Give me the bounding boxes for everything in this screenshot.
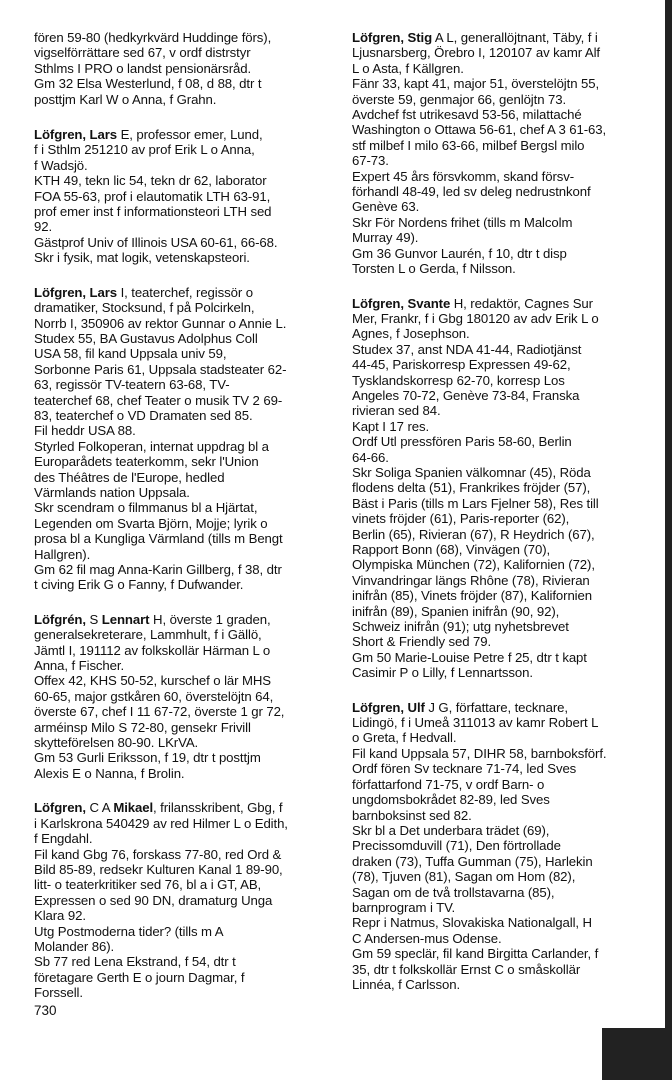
entry-text-line: Skr bl a Det underbara trädet (69), xyxy=(352,822,550,838)
entry-text-line: posttjm Karl W o Anna, f Grahn. xyxy=(34,91,217,107)
entry-text-line: Gm 50 Marie-Louise Petre f 25, dtr t kapt xyxy=(352,649,587,665)
entry-text-line: Fänr 33, kapt 41, major 51, överstelöjtn 55, xyxy=(352,76,600,92)
entry-text-line: Värmlands nation Uppsala. xyxy=(34,484,190,500)
entry-text-line: Alexis E o Nanna, f Brolin. xyxy=(34,765,185,781)
entry-text-line: Gm 32 Elsa Westerlund, f 08, d 88, dtr t xyxy=(34,76,262,92)
entry-text-line: Rapport Bonn (68), Vinvägen (70), xyxy=(352,542,551,557)
entry-text-line: Schweiz inifrån (91); utg nyhetsbrevet xyxy=(352,619,569,635)
entry-text-line: Skr scendram o filmmanus bl a Hjärtat, xyxy=(34,500,258,516)
entry-text-line: Jämtl I, 191112 av folkskollär Härman L o xyxy=(34,642,271,658)
entry-continuation xyxy=(34,30,332,107)
entry-heading-rest: E, professor emer, Lund, xyxy=(117,127,263,143)
entry-text-line: prof emer inst f informationsteori LTH sed xyxy=(34,204,272,220)
entry-text-line: Studex 37, anst NDA 41-44, Radiotjänst xyxy=(352,341,582,357)
entry-text-line: Tysklandskorresp 62-70, korresp Los xyxy=(352,372,565,388)
entry-heading-line xyxy=(34,612,332,627)
biography-entry xyxy=(34,285,332,593)
entry-text-line: teaterchef 68, chef Teater o musik TV 2 69- xyxy=(34,392,283,408)
entry-text-line: Fil kand Gbg 76, forskass 77-80, red Ord & xyxy=(34,846,282,862)
entry-text-line: Sthlms I PRO o landst pensionärsråd. xyxy=(34,60,252,76)
scan-corner xyxy=(602,1028,672,1080)
entry-text-line: des Théâtres de l'Europe, hedled xyxy=(34,469,225,485)
entry-text-line: KTH 49, tekn lic 54, tekn dr 62, laborator xyxy=(34,173,267,189)
entry-text-line: 60-65, major gstkåren 60, överstelöjtn 64, xyxy=(34,688,274,704)
entry-text-line: Olympiska München (72), Kalifornien (72), xyxy=(352,557,595,573)
entry-text-line: Gm 36 Gunvor Laurén, f 10, dtr t disp xyxy=(352,245,567,261)
entry-text-line: Fil heddr USA 88. xyxy=(34,423,136,439)
entry-text-line: Ordf fören Sv tecknare 71-74, led Sves xyxy=(352,761,577,777)
entry-text-line: Gm 59 speclär, fil kand Birgitta Carlander, f xyxy=(352,946,599,962)
entry-text-line: Agnes, f Josephson. xyxy=(352,326,470,342)
biography-entry xyxy=(34,800,332,1000)
entry-text-line: generalsekreterare, Lammhult, f i Gällö, xyxy=(34,627,262,643)
entry-text-line: Avdchef fst utrikesavd 53-56, milattaché xyxy=(352,107,582,123)
entry-text-line: Mer, Frankr, f i Gbg 180120 av adv Erik L o xyxy=(352,310,599,326)
entry-surname: Löfgrén, xyxy=(34,611,86,627)
entry-text-line: Genève 63. xyxy=(352,199,420,215)
entry-text-line: överste 67, chef I 11 67-72, överste 1 gr 72, xyxy=(34,704,285,720)
entry-text-line: Sagan om de två trollstavarna (85), xyxy=(352,884,555,900)
entry-text-line: Legenden om Svarta Björn, Mojje; lyrik o xyxy=(34,515,268,531)
entry-text-line: författarfond 71-75, v ordf Barn- o xyxy=(352,776,545,792)
biography-entry xyxy=(34,612,332,781)
entry-text-line: arméinsp Milo S 72-80, gensekr Frivill xyxy=(34,719,251,735)
entry-callname: Mikael xyxy=(113,800,154,816)
entry-text-line: Anna, f Fischer. xyxy=(34,658,125,674)
entry-text-line: FOA 55-63, prof i elautomatik LTH 63-91, xyxy=(34,188,271,204)
entry-text-line: Fil kand Uppsala 57, DIHR 58, barnboksförf. xyxy=(352,745,607,761)
entry-text-line: dramatiker, Stocksund, f på Polcirkeln, xyxy=(34,300,255,316)
entry-text-line: Bäst i Paris (tills m Lars Fjelner 58), Res till xyxy=(352,495,599,511)
entry-callname: Stig xyxy=(407,30,433,45)
entry-callname: Lars xyxy=(89,127,117,143)
entry-surname: Löfgren, xyxy=(352,699,404,715)
entry-text-line: Torsten L o Gerda, f Nilsson. xyxy=(352,261,516,277)
entry-text-line: Offex 42, KHS 50-52, kurschef o lär MHS xyxy=(34,673,271,689)
entry-text-line: Norrb I, 350906 av rektor Gunnar o Annie L. xyxy=(34,315,287,331)
entry-surname: Löfgren, xyxy=(34,284,86,300)
entry-text-line: Sorbonne Paris 61, Uppsala stadsteater 62- xyxy=(34,361,287,377)
entry-text-line: Ordf Utl pressfören Paris 58-60, Berlin xyxy=(352,434,572,450)
entry-heading-line xyxy=(352,700,652,715)
entry-text-line: Ljusnarsberg, Örebro I, 120107 av kamr Alf xyxy=(352,45,600,61)
entry-text-line: f i Sthlm 251210 av prof Erik L o Anna, xyxy=(34,142,255,158)
entry-text-line: Klara 92. xyxy=(34,908,86,924)
entry-surname: Löfgren, xyxy=(352,30,404,45)
biography-entry xyxy=(352,700,652,993)
entry-text-line: 67-73. xyxy=(352,153,389,169)
page-number: 730 xyxy=(34,1003,57,1018)
entry-text-line: Skr För Nordens frihet (tills m Malcolm xyxy=(352,214,573,230)
entry-text-line: 44-45, Pariskorresp Expressen 49-62, xyxy=(352,357,571,373)
entry-text-line: Linnéa, f Carlsson. xyxy=(352,976,461,992)
entry-text-line: 63, regissör TV-teatern 63-68, TV- xyxy=(34,377,230,393)
entry-surname: Löfgren, xyxy=(34,800,86,816)
entry-callname: Svante xyxy=(407,295,451,311)
entry-text-line: stf milbef I milo 63-66, milbef Bergsl milo xyxy=(352,137,585,153)
entry-text-line: Gästprof Univ of Illinois USA 60-61, 66-68. xyxy=(34,234,278,250)
biography-entry xyxy=(34,127,332,266)
entry-text-line: Expressen o sed 90 DN, dramaturg Unga xyxy=(34,892,273,908)
entry-text-line: vinets fröjder (61), Paris-reporter (62), xyxy=(352,511,570,527)
entry-text-line: Repr i Natmus, Slovakiska Nationalgall, H xyxy=(352,915,592,931)
biography-entry xyxy=(352,30,652,277)
entry-heading-rest: H, överste 1 graden, xyxy=(149,611,271,627)
entry-text-line: rivieran sed 84. xyxy=(352,403,441,419)
entry-heading-line xyxy=(34,800,332,815)
entry-text-line: barnprogram i TV. xyxy=(352,899,456,915)
entry-text-line: inifrån (85), Vinets fröjder (87), Kalifornien xyxy=(352,588,592,604)
entry-text-line: USA 58, fil kand Uppsala univ 59, xyxy=(34,346,227,362)
entry-text-line: litt- o teaterkritiker sed 76, bl a i GT, AB, xyxy=(34,877,262,893)
entry-surname: Löfgren, xyxy=(34,127,86,143)
entry-text-line: Murray 49). xyxy=(352,230,419,246)
entry-text-line: Short & Friendly sed 79. xyxy=(352,634,492,650)
entry-text-line: Bild 85-89, redsekr Kulturen Kanal 1 89-90, xyxy=(34,861,283,877)
entry-text-line: 64-66. xyxy=(352,449,389,465)
left-column xyxy=(34,30,332,1020)
entry-heading-rest: J G, författare, tecknare, xyxy=(424,699,568,715)
entry-text-line: Styrled Folkoperan, internat uppdrag bl a xyxy=(34,438,269,454)
entry-text-line: f Wadsjö. xyxy=(34,157,88,173)
entry-text-line: Europarådets teaterkomm, sekr l'Union xyxy=(34,454,259,470)
entry-text-line: f Engdahl. xyxy=(34,831,93,847)
entry-text-line: i Karlskrona 540429 av red Hilmer L o Edith, xyxy=(34,815,288,831)
entry-text-line: C Andersen-mus Odense. xyxy=(352,930,502,946)
entry-heading-line xyxy=(352,296,652,311)
entry-callname: Lennart xyxy=(101,611,150,627)
entry-text-line: (78), Tjuven (81), Sagan om Hom (82), xyxy=(352,869,576,885)
entry-heading-rest: H, redaktör, Cagnes Sur xyxy=(450,295,593,311)
entry-heading-line xyxy=(34,127,332,142)
entry-text-line: barnboksinst sed 82. xyxy=(352,807,472,823)
entry-text-line: Gm 53 Gurli Eriksson, f 19, dtr t posttjm xyxy=(34,750,261,766)
entry-initials: S xyxy=(85,611,102,627)
entry-text-line: Sb 77 red Lena Ekstrand, f 54, dtr t xyxy=(34,954,236,970)
entry-heading-rest: I, teaterchef, regissör o xyxy=(117,284,253,300)
entry-text-line: t civing Erik G o Fanny, f Dufwander. xyxy=(34,577,244,593)
entry-heading-line xyxy=(352,30,652,45)
entry-text-line: Washington o Ottawa 56-61, chef A 3 61-63, xyxy=(352,122,607,138)
entry-text-line: Precissomduvill (71), Den förtrollade xyxy=(352,838,561,854)
entry-initials: C A xyxy=(85,800,114,816)
entry-text-line: ungdomsbokrådet 82-89, led Sves xyxy=(352,792,550,808)
entry-text-line: Berlin (65), Rivieran (67), R Heydrich (67), xyxy=(352,526,595,542)
entry-text-line: Skr Soliga Spanien välkomnar (45), Röda xyxy=(352,464,591,480)
entry-text-line: Lidingö, f i Umeå 311013 av kamr Robert L xyxy=(352,715,599,731)
entry-text-line: fören 59-80 (hedkyrkvärd Huddinge förs), xyxy=(34,30,272,45)
entry-text-line: 83, teaterchef o VD Dramaten sed 85. xyxy=(34,407,253,423)
entry-heading-rest: , frilansskribent, Gbg, f xyxy=(153,800,283,816)
entry-text-line: företagare Gerth E o journ Dagmar, f xyxy=(34,969,245,985)
entry-text-line: Studex 55, BA Gustavus Adolphus Coll xyxy=(34,330,258,346)
entry-text-line: Hallgren). xyxy=(34,546,91,562)
entry-text-line: 92. xyxy=(34,219,53,235)
entry-text-line: Forssell. xyxy=(34,985,83,1001)
entry-heading-rest: A L, generallöjtnant, Täby, f i xyxy=(432,30,598,45)
entry-text-line: Angeles 70-72, Genève 73-84, Franska xyxy=(352,387,580,403)
entry-text-line: Expert 45 års försvkomm, skand försv- xyxy=(352,168,575,184)
entry-text-line: Casimir P o Lilly, f Lennartsson. xyxy=(352,665,533,681)
entry-text-line: skytteförelsen 80-90. LKrVA. xyxy=(34,735,199,751)
entry-text-line: förhandl 48-49, led sv deleg nedrustnkonf xyxy=(352,184,591,200)
entry-surname: Löfgren, xyxy=(352,295,404,311)
entry-text-line: 35, dtr t folkskollär Ernst C o småskollär xyxy=(352,961,581,977)
entry-text-line: överste 59, genmajor 66, genlöjtn 73. xyxy=(352,91,567,107)
entry-callname: Ulf xyxy=(407,699,425,715)
entry-text-line: Skr i fysik, mat logik, vetenskapsteori. xyxy=(34,250,250,266)
entry-text-line: Vinvandringar längs Rhône (78), Rivieran xyxy=(352,572,590,588)
entry-text-line: draken (73), Tuffa Gumman (75), Harlekin xyxy=(352,853,593,869)
entry-text-line: inifrån (89), Spanien inifrån (90, 92), xyxy=(352,603,560,619)
scan-edge xyxy=(665,0,672,1080)
entry-text-line: flodens delta (51), Frankrikes fröjder (57), xyxy=(352,480,591,496)
entry-text-line: Kapt I 17 res. xyxy=(352,418,430,434)
entry-text-line: prosa bl a Kungliga Värmland (tills m Bengt xyxy=(34,531,283,547)
entry-text-line: L o Asta, f Källgren. xyxy=(352,60,464,76)
entry-callname: Lars xyxy=(89,284,117,300)
entry-text-line: Gm 62 fil mag Anna-Karin Gillberg, f 38, dtr xyxy=(34,562,282,577)
entry-text-line: Utg Postmoderna tider? (tills m A xyxy=(34,923,224,939)
entry-heading-line xyxy=(34,285,332,300)
entry-text-line: o Greta, f Hedvall. xyxy=(352,730,457,746)
entry-text-line: vigselförrättare sed 67, v ordf distrstyr xyxy=(34,45,251,61)
biography-entry xyxy=(352,296,652,681)
entry-text-line: Molander 86). xyxy=(34,938,115,954)
right-column xyxy=(352,30,652,1011)
